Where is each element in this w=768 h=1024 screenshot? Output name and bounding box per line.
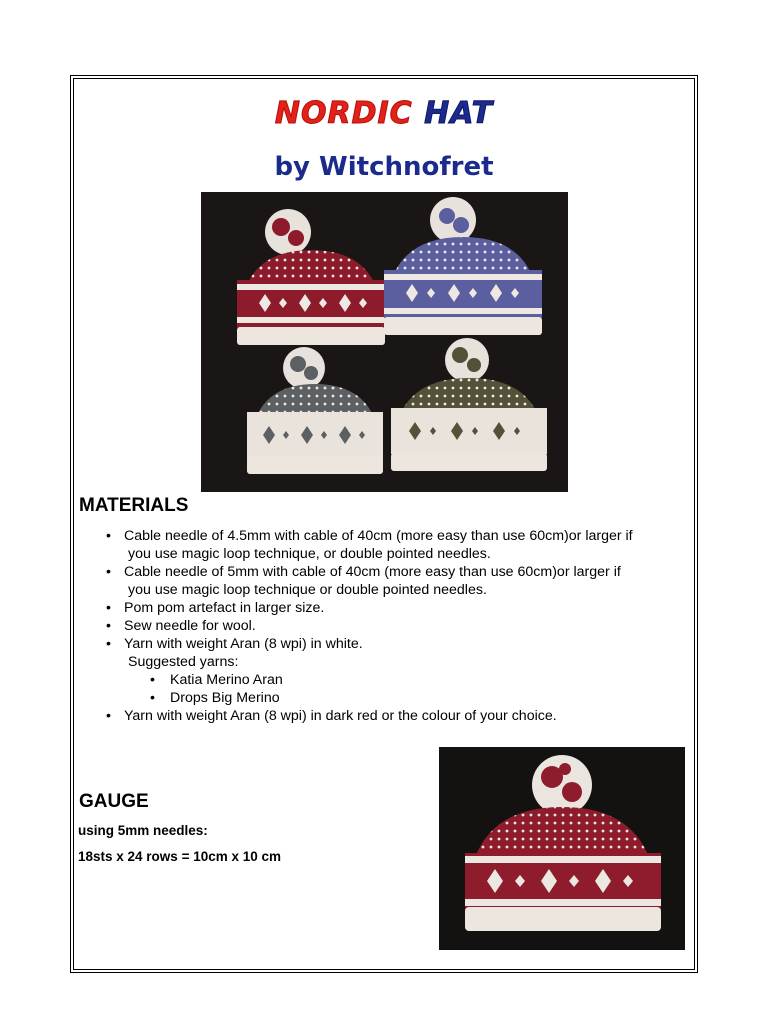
title-hat: HAT: [424, 96, 494, 131]
materials-list: [104, 527, 694, 725]
list-item: • Sew needle for wool.: [104, 617, 694, 635]
list-item: • Yarn with weight Aran (8 wpi) in dark red or the colour of your choice.: [104, 707, 694, 725]
materials-heading: MATERIALS: [79, 495, 189, 516]
gauge-heading: GAUGE: [79, 791, 149, 812]
hats-illustration: [201, 192, 568, 492]
sub-list-item: • Drops Big Merino: [104, 689, 694, 707]
list-item: • Cable needle of 5mm with cable of 40cm (more easy than use 60cm)or larger if: [104, 563, 694, 581]
sub-list-item: • Katia Merino Aran: [104, 671, 694, 689]
list-item-continuation: you use magic loop technique or double pointed needles.: [128, 582, 487, 598]
list-item: • Pom pom artefact in larger size.: [104, 599, 694, 617]
red-hat-photo: [439, 747, 685, 950]
hats-photo: [201, 192, 568, 492]
author-byline: by Witchnofret: [274, 152, 494, 182]
list-item: • Cable needle of 4.5mm with cable of 40cm (more easy than use 60cm)or larger if: [104, 527, 694, 545]
list-item: • Yarn with weight Aran (8 wpi) in white.: [104, 635, 694, 653]
red-hat-detail-illustration: [439, 747, 685, 950]
suggested-yarns-label: Suggested yarns:: [128, 654, 239, 670]
page-title: [0, 96, 768, 131]
title-nordic: NORDIC: [274, 96, 413, 131]
gauge-needles: using 5mm needles:: [78, 823, 208, 838]
list-item-continuation: you use magic loop technique, or double pointed needles.: [128, 546, 491, 562]
gauge-measure: 18sts x 24 rows = 10cm x 10 cm: [78, 849, 282, 864]
